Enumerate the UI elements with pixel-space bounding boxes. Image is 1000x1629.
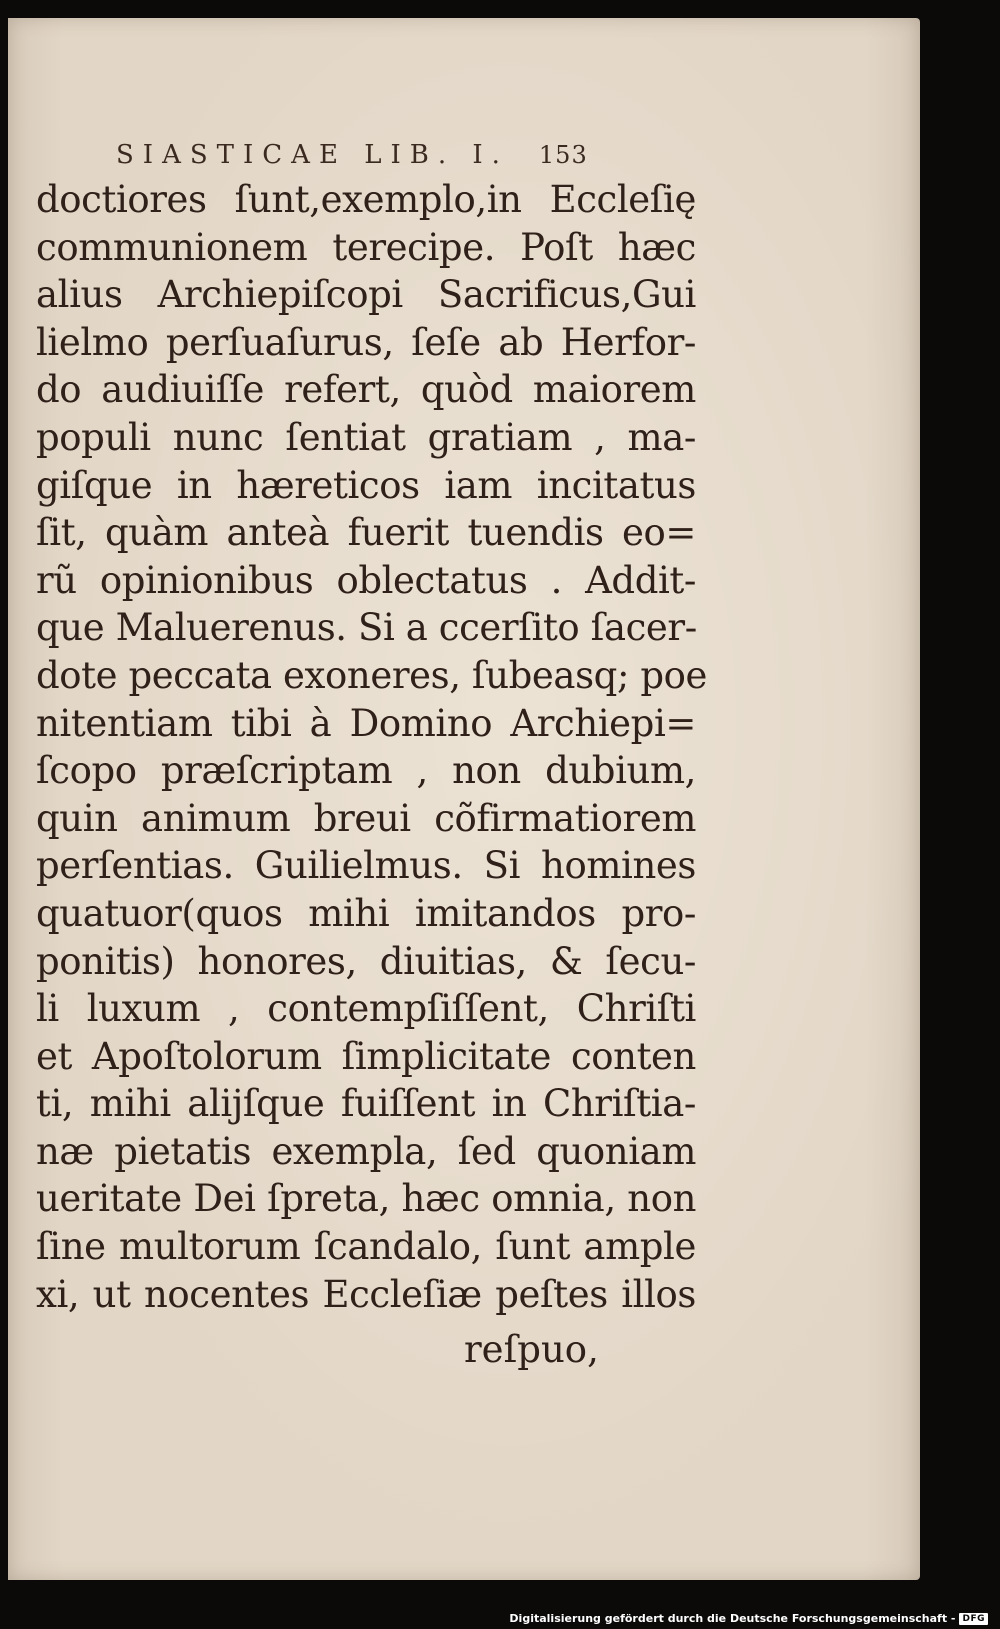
text-line: ti, mihi alijſque fuiſſent in Chriſtia- (36, 1082, 696, 1126)
text-line: communionem terecipe. Poſt hæc (36, 225, 696, 269)
text-line: næ pietatis exempla, ſed quoniam (36, 1129, 696, 1173)
book-page (8, 18, 920, 1580)
text-line: li luxum , contempſiſſent, Chriſti (36, 987, 696, 1031)
text-line: quin animum breui cõfirmatiorem (36, 796, 696, 840)
text-line: que Maluerenus. Si a ccerſito ſacer- (36, 606, 697, 650)
text-line: quatuor(quos mihi imitandos pro- (36, 891, 696, 935)
text-line: ſit, quàm anteà fuerit tuendis eo= (36, 511, 696, 555)
running-header (116, 140, 696, 170)
credit-text: Digitalisierung gefördert durch die Deutsche Forschungsgemeinschaft - (509, 1612, 956, 1625)
body-text (36, 176, 708, 1318)
text-line: giſque in hæreticos iam incitatus (36, 463, 696, 507)
text-line: populi nunc ſentiat gratiam , ma- (36, 415, 696, 459)
text-line: lielmo perſuaſurus, ſeſe ab Herfor- (36, 320, 696, 364)
text-line: ueritate Dei ſpreta, hæc omnia, non (36, 1177, 696, 1221)
text-line: et Apoſtolorum ſimplicitate conten (36, 1034, 696, 1078)
text-line: rũ opinionibus oblectatus . Addit- (36, 558, 696, 602)
text-line: ſine multorum ſcandalo, ſunt ample (36, 1225, 696, 1269)
text-line: perſentias. Guilielmus. Si homines (36, 844, 696, 888)
text-line: doctiores ſunt,exemplo,in Eccleſię (36, 178, 696, 221)
catchword: reſpuo, (464, 1328, 599, 1371)
text-line: ſcopo præſcriptam , non dubium, (36, 749, 696, 793)
text-line: nitentiam tibi à Domino Archiepi= (36, 701, 696, 745)
text-line: do audiuiſſe refert, quòd maiorem (36, 368, 696, 412)
text-line: alius Archiepiſcopi Sacrificus,Gui (36, 273, 696, 317)
running-title: SIASTICAE LIB. I. (116, 140, 509, 170)
page-number: 153 (538, 141, 588, 169)
text-line: xi, ut nocentes Eccleſiæ peſtes illos (36, 1272, 696, 1316)
text-line: ponitis) honores, diuitias, & ſecu- (36, 939, 696, 983)
digitization-credit (509, 1612, 988, 1625)
dfg-logo: DFG (959, 1613, 988, 1625)
text-line: dote peccata exoneres, ſubeasq; poe (36, 653, 708, 697)
